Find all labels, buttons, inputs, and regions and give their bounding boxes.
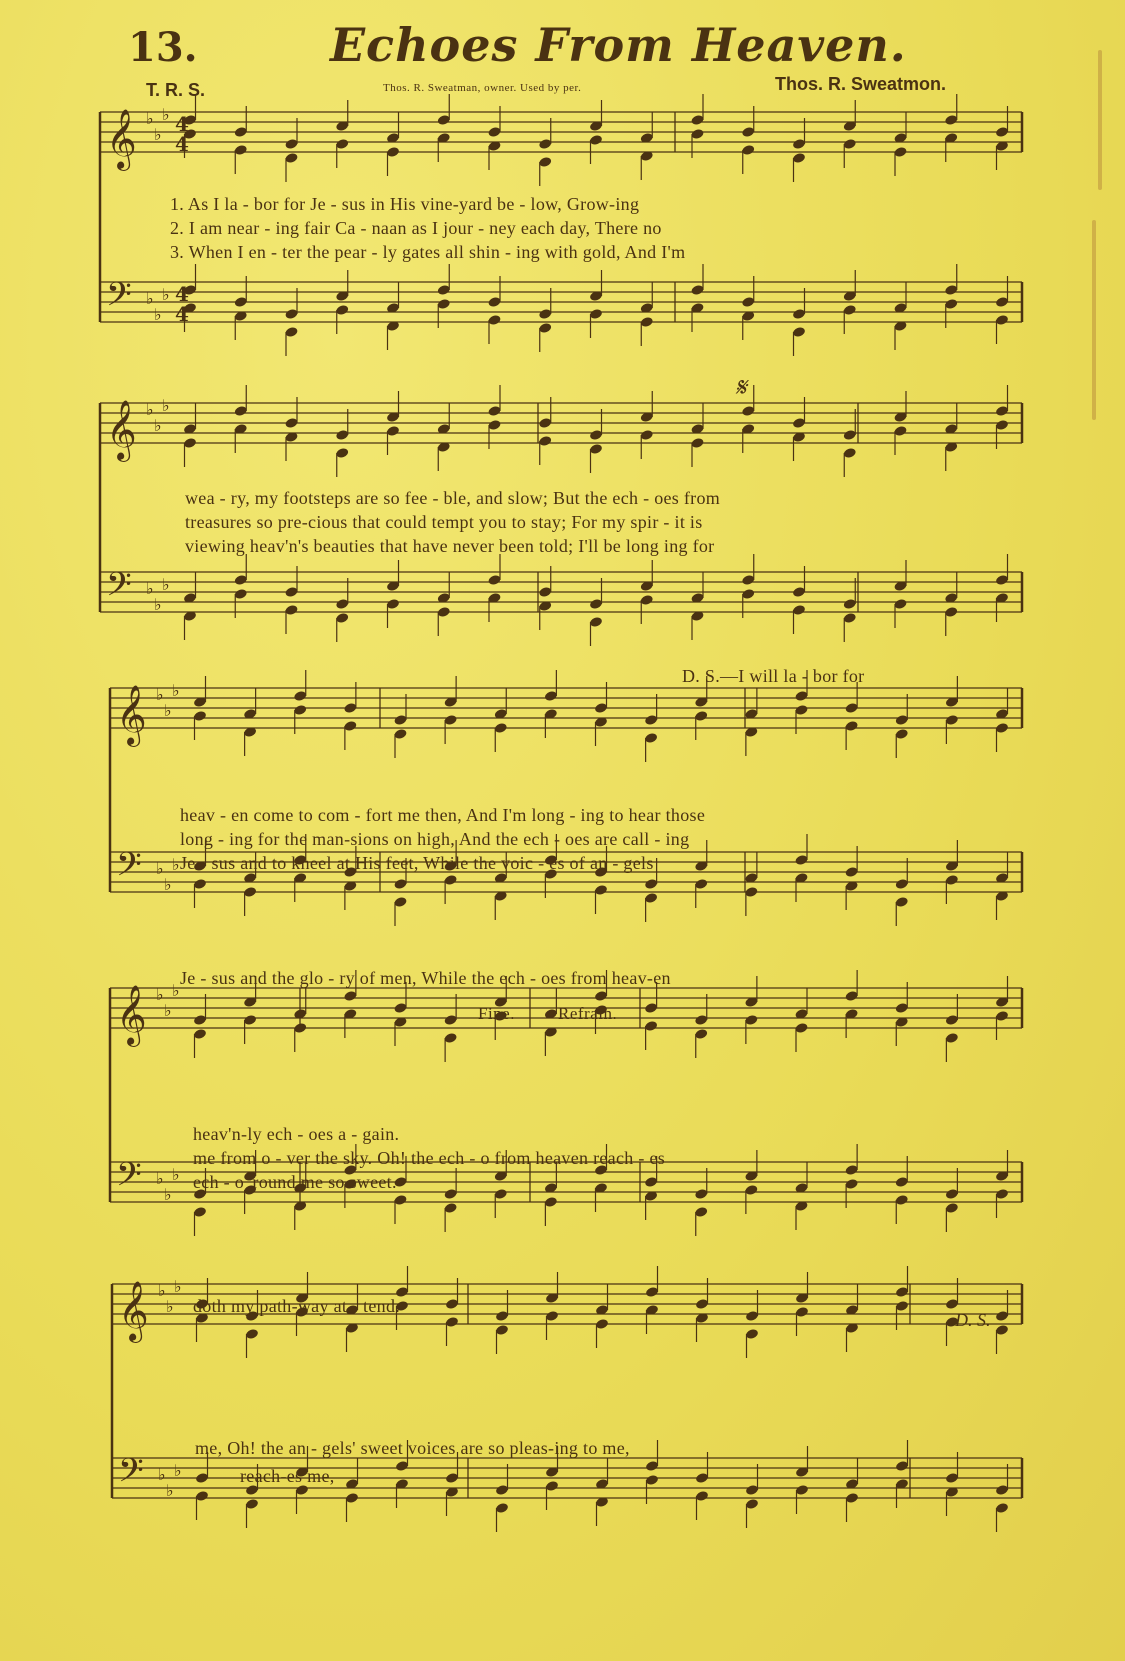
time-signature: 4 — [175, 112, 189, 136]
flat-sign: ♭ — [164, 701, 172, 720]
ds-lyric-2: Je - sus and the glo - ry of men, While the ech - oes from heav-en — [180, 968, 671, 988]
bass-clef: 𝄢 — [106, 276, 132, 322]
bass-clef: 𝄢 — [116, 1156, 142, 1202]
treble-clef: 𝄞 — [116, 685, 147, 745]
time-signature: 4 — [175, 302, 189, 326]
ds-lyric-1: D. S.—I will la - bor for — [682, 666, 865, 686]
refrain-line-1: me, Oh! the an - gels' sweet voices are so pleas-ing to me, — [195, 1438, 630, 1458]
flat-sign: ♭ — [164, 875, 172, 894]
verse-3-line-1: 3. When I en - ter the pear - ly gates all shin - ing with gold, And I'm — [170, 242, 686, 262]
flat-sign: ♭ — [162, 575, 170, 594]
author-initials: T. R. S. — [146, 80, 206, 100]
refrain-line-2: reach-es me, — [240, 1466, 335, 1486]
flat-sign: ♭ — [146, 400, 154, 419]
time-signature: 4 — [175, 282, 189, 306]
fine-marking: Fine. — [478, 1004, 515, 1023]
flat-sign: ♭ — [162, 396, 170, 415]
verse-1-line-2: wea - ry, my footsteps are so fee - ble, and slow; But the ech - oes from — [185, 488, 721, 508]
flat-sign: ♭ — [164, 1001, 172, 1020]
flat-sign: ♭ — [146, 109, 154, 128]
composer-credit: Thos. R. Sweatmon. — [775, 74, 947, 94]
verse-2-line-4: me from o - ver the sky. Oh! the ech - o from heaven reach - es — [193, 1148, 666, 1168]
ds-marking: D. S. — [955, 1310, 991, 1330]
copyright-note: Thos. R. Sweatman, owner. Used by per. — [383, 82, 582, 94]
flat-sign: ♭ — [162, 105, 170, 124]
verse-2-line-3: long - ing for the man-sions on high, And the ech - oes are call - ing — [180, 829, 690, 849]
page-edge-wear — [1092, 220, 1096, 420]
hymn-title: Echoes From Heaven. — [330, 18, 907, 72]
flat-sign: ♭ — [156, 1169, 164, 1188]
flat-sign: ♭ — [154, 595, 162, 614]
flat-sign: ♭ — [158, 1465, 166, 1484]
flat-sign: ♭ — [156, 859, 164, 878]
flat-sign: ♭ — [162, 285, 170, 304]
verse-3-line-2: viewing heav'n's beauties that have never been told; I'll be long ing for — [185, 536, 715, 556]
time-signature: 4 — [175, 132, 189, 156]
treble-clef: 𝄞 — [106, 109, 137, 169]
verse-1-line-4: heav'n-ly ech - oes a - gain. — [193, 1124, 400, 1144]
treble-clef: 𝄞 — [116, 985, 147, 1045]
page-edge-wear — [1098, 50, 1102, 190]
flat-sign: ♭ — [146, 289, 154, 308]
treble-clef: 𝄞 — [106, 400, 137, 460]
flat-sign: ♭ — [154, 416, 162, 435]
flat-sign: ♭ — [154, 125, 162, 144]
verse-2-line-2: treasures so pre-cious that could tempt you to stay; For my spir - it is — [185, 512, 703, 532]
verse-1-line-1: 1. As I la - bor for Je - sus in His vine-yard be - low, Grow-ing — [170, 194, 640, 214]
hymn-number: 13. — [128, 24, 198, 71]
ds-lyric-3: doth my path-way at - tend. — [193, 1296, 401, 1316]
verse-3-line-3: Je - sus and to kneel at His feet, While the voic - es of an - gels — [180, 853, 654, 873]
refrain-marking: Refrain. — [558, 1004, 618, 1023]
flat-sign: ♭ — [174, 1461, 182, 1480]
flat-sign: ♭ — [172, 1165, 180, 1184]
bass-clef: 𝄢 — [116, 846, 142, 892]
verse-3-line-4: ech - o 'round me so sweet. — [193, 1172, 397, 1192]
verse-1-line-3: heav - en come to com - fort me then, And I'm long - ing to hear those — [180, 805, 706, 825]
treble-clef: 𝄞 — [118, 1281, 149, 1341]
flat-sign: ♭ — [146, 579, 154, 598]
bass-clef: 𝄢 — [106, 566, 132, 612]
flat-sign: ♭ — [156, 685, 164, 704]
flat-sign: ♭ — [166, 1297, 174, 1316]
flat-sign: ♭ — [156, 985, 164, 1004]
flat-sign: ♭ — [172, 681, 180, 700]
flat-sign: ♭ — [174, 1277, 182, 1296]
verse-2-line-1: 2. I am near - ing fair Ca - naan as I jour - ney each day, There no — [170, 218, 662, 238]
flat-sign: ♭ — [172, 855, 180, 874]
segno-sign: 𝄋 — [735, 373, 747, 402]
flat-sign: ♭ — [166, 1481, 174, 1500]
flat-sign: ♭ — [154, 305, 162, 324]
flat-sign: ♭ — [164, 1185, 172, 1204]
bass-clef: 𝄢 — [118, 1452, 144, 1498]
flat-sign: ♭ — [172, 981, 180, 1000]
flat-sign: ♭ — [158, 1281, 166, 1300]
